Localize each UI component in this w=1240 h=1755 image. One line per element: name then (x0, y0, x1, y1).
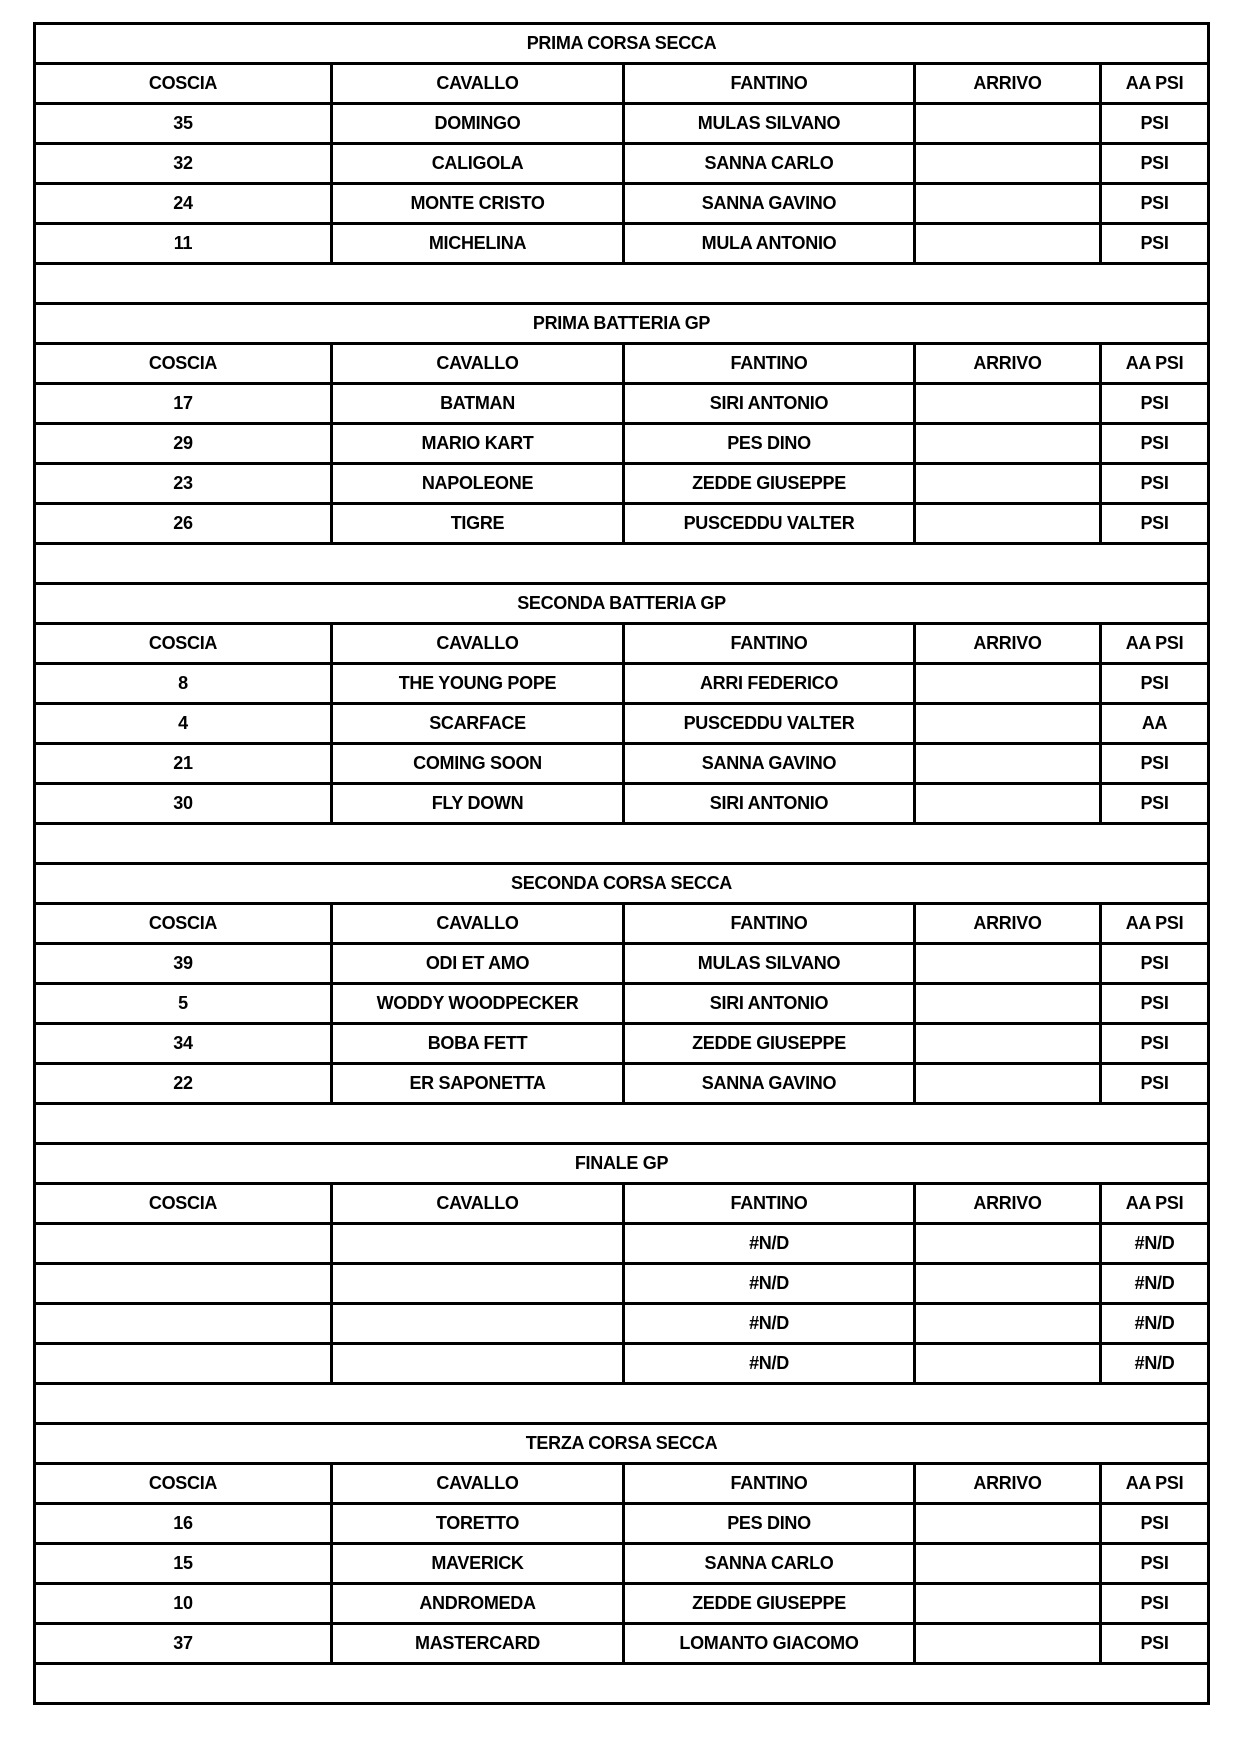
column-header-cavallo: CAVALLO (332, 64, 624, 104)
cell-fantino: SIRI ANTONIO (624, 784, 915, 824)
column-header-row (35, 624, 1209, 664)
cell-arrivo (915, 1544, 1101, 1584)
cell-cavallo: TORETTO (332, 1504, 624, 1544)
cell-arrivo (915, 504, 1101, 544)
cell-coscia (35, 1304, 332, 1344)
column-header-coscia: COSCIA (35, 904, 332, 944)
cell-arrivo (915, 984, 1101, 1024)
cell-aapsi: PSI (1101, 984, 1209, 1024)
column-header-fantino: FANTINO (624, 1464, 915, 1504)
section-separator (35, 824, 1209, 864)
cell-arrivo (915, 1624, 1101, 1664)
cell-coscia: 21 (35, 744, 332, 784)
section-title-row (35, 1144, 1209, 1184)
column-header-row (35, 1184, 1209, 1224)
column-header-row (35, 904, 1209, 944)
cell-aapsi: PSI (1101, 1624, 1209, 1664)
cell-fantino: LOMANTO GIACOMO (624, 1624, 915, 1664)
cell-cavallo: MARIO KART (332, 424, 624, 464)
cell-fantino: SANNA GAVINO (624, 744, 915, 784)
cell-cavallo: ANDROMEDA (332, 1584, 624, 1624)
cell-fantino: MULAS SILVANO (624, 104, 915, 144)
cell-cavallo: THE YOUNG POPE (332, 664, 624, 704)
section-separator-row (35, 1104, 1209, 1144)
cell-fantino: PUSCEDDU VALTER (624, 704, 915, 744)
cell-arrivo (915, 944, 1101, 984)
cell-fantino: PES DINO (624, 424, 915, 464)
table-row (35, 1224, 1209, 1264)
table-row (35, 1544, 1209, 1584)
cell-fantino: PUSCEDDU VALTER (624, 504, 915, 544)
table-row (35, 1584, 1209, 1624)
cell-coscia: 26 (35, 504, 332, 544)
table-row (35, 1344, 1209, 1384)
section-separator (35, 1104, 1209, 1144)
cell-aapsi: #N/D (1101, 1344, 1209, 1384)
section-title: TERZA CORSA SECCA (35, 1424, 1209, 1464)
cell-fantino: ZEDDE GIUSEPPE (624, 1024, 915, 1064)
section-title: PRIMA CORSA SECCA (35, 24, 1209, 64)
cell-cavallo: FLY DOWN (332, 784, 624, 824)
cell-cavallo: ER SAPONETTA (332, 1064, 624, 1104)
cell-fantino: MULAS SILVANO (624, 944, 915, 984)
cell-arrivo (915, 664, 1101, 704)
cell-aapsi: PSI (1101, 1584, 1209, 1624)
cell-aapsi: PSI (1101, 144, 1209, 184)
cell-arrivo (915, 784, 1101, 824)
cell-arrivo (915, 1584, 1101, 1624)
cell-cavallo: DOMINGO (332, 104, 624, 144)
table-row (35, 784, 1209, 824)
cell-aapsi: PSI (1101, 1504, 1209, 1544)
cell-coscia: 37 (35, 1624, 332, 1664)
cell-fantino: MULA ANTONIO (624, 224, 915, 264)
cell-aapsi: PSI (1101, 944, 1209, 984)
cell-coscia: 39 (35, 944, 332, 984)
cell-aapsi: #N/D (1101, 1304, 1209, 1344)
cell-cavallo: MASTERCARD (332, 1624, 624, 1664)
cell-cavallo: TIGRE (332, 504, 624, 544)
table-row (35, 664, 1209, 704)
column-header-arrivo: ARRIVO (915, 344, 1101, 384)
table-row (35, 184, 1209, 224)
column-header-coscia: COSCIA (35, 1184, 332, 1224)
cell-arrivo (915, 384, 1101, 424)
section-title-row (35, 864, 1209, 904)
cell-coscia (35, 1224, 332, 1264)
cell-arrivo (915, 464, 1101, 504)
cell-coscia: 4 (35, 704, 332, 744)
cell-arrivo (915, 744, 1101, 784)
column-header-arrivo: ARRIVO (915, 1184, 1101, 1224)
cell-coscia: 30 (35, 784, 332, 824)
table-row (35, 384, 1209, 424)
cell-coscia: 5 (35, 984, 332, 1024)
cell-cavallo: CALIGOLA (332, 144, 624, 184)
section-separator (35, 264, 1209, 304)
cell-arrivo (915, 704, 1101, 744)
column-header-cavallo: CAVALLO (332, 904, 624, 944)
column-header-arrivo: ARRIVO (915, 624, 1101, 664)
cell-arrivo (915, 104, 1101, 144)
table-row (35, 984, 1209, 1024)
section-separator-row (35, 264, 1209, 304)
cell-arrivo (915, 184, 1101, 224)
cell-cavallo: MONTE CRISTO (332, 184, 624, 224)
table-row (35, 104, 1209, 144)
cell-arrivo (915, 1504, 1101, 1544)
column-header-fantino: FANTINO (624, 344, 915, 384)
cell-cavallo: MICHELINA (332, 224, 624, 264)
cell-aapsi: PSI (1101, 504, 1209, 544)
column-header-arrivo: ARRIVO (915, 64, 1101, 104)
column-header-row (35, 1464, 1209, 1504)
section-separator (35, 1384, 1209, 1424)
cell-aapsi: PSI (1101, 784, 1209, 824)
cell-arrivo (915, 1264, 1101, 1304)
column-header-aapsi: AA PSI (1101, 624, 1209, 664)
column-header-fantino: FANTINO (624, 1184, 915, 1224)
cell-coscia: 10 (35, 1584, 332, 1624)
section-separator-row (35, 544, 1209, 584)
cell-fantino: #N/D (624, 1344, 915, 1384)
column-header-arrivo: ARRIVO (915, 904, 1101, 944)
section-separator-row (35, 1664, 1209, 1704)
cell-fantino: ZEDDE GIUSEPPE (624, 1584, 915, 1624)
cell-aapsi: PSI (1101, 384, 1209, 424)
cell-arrivo (915, 1064, 1101, 1104)
table-row (35, 1064, 1209, 1104)
column-header-aapsi: AA PSI (1101, 344, 1209, 384)
cell-fantino: #N/D (624, 1224, 915, 1264)
cell-aapsi: PSI (1101, 1064, 1209, 1104)
cell-coscia: 11 (35, 224, 332, 264)
cell-cavallo: WODDY WOODPECKER (332, 984, 624, 1024)
cell-arrivo (915, 144, 1101, 184)
section-separator (35, 1664, 1209, 1704)
column-header-coscia: COSCIA (35, 344, 332, 384)
table-row (35, 1024, 1209, 1064)
column-header-coscia: COSCIA (35, 64, 332, 104)
column-header-row (35, 344, 1209, 384)
cell-aapsi: PSI (1101, 1544, 1209, 1584)
section-title-row (35, 584, 1209, 624)
column-header-aapsi: AA PSI (1101, 904, 1209, 944)
cell-cavallo (332, 1344, 624, 1384)
table-row (35, 224, 1209, 264)
cell-fantino: SIRI ANTONIO (624, 384, 915, 424)
cell-cavallo: BATMAN (332, 384, 624, 424)
table-row (35, 1304, 1209, 1344)
cell-coscia (35, 1264, 332, 1304)
column-header-fantino: FANTINO (624, 64, 915, 104)
cell-coscia: 29 (35, 424, 332, 464)
table-row (35, 1264, 1209, 1304)
cell-coscia: 23 (35, 464, 332, 504)
race-results-table (33, 22, 1210, 1705)
column-header-aapsi: AA PSI (1101, 64, 1209, 104)
section-title: SECONDA BATTERIA GP (35, 584, 1209, 624)
table-row (35, 1624, 1209, 1664)
cell-coscia: 16 (35, 1504, 332, 1544)
column-header-cavallo: CAVALLO (332, 1464, 624, 1504)
cell-aapsi: AA (1101, 704, 1209, 744)
cell-cavallo: COMING SOON (332, 744, 624, 784)
cell-fantino: #N/D (624, 1304, 915, 1344)
cell-coscia: 32 (35, 144, 332, 184)
table-row (35, 744, 1209, 784)
cell-aapsi: #N/D (1101, 1264, 1209, 1304)
cell-aapsi: PSI (1101, 184, 1209, 224)
cell-aapsi: PSI (1101, 424, 1209, 464)
column-header-coscia: COSCIA (35, 1464, 332, 1504)
cell-arrivo (915, 1304, 1101, 1344)
cell-cavallo: SCARFACE (332, 704, 624, 744)
cell-fantino: SANNA CARLO (624, 144, 915, 184)
section-title: SECONDA CORSA SECCA (35, 864, 1209, 904)
column-header-aapsi: AA PSI (1101, 1464, 1209, 1504)
cell-aapsi: #N/D (1101, 1224, 1209, 1264)
table-row (35, 504, 1209, 544)
cell-cavallo: NAPOLEONE (332, 464, 624, 504)
section-title-row (35, 1424, 1209, 1464)
section-separator (35, 544, 1209, 584)
cell-arrivo (915, 1344, 1101, 1384)
cell-fantino: ARRI FEDERICO (624, 664, 915, 704)
cell-fantino: SIRI ANTONIO (624, 984, 915, 1024)
column-header-aapsi: AA PSI (1101, 1184, 1209, 1224)
cell-arrivo (915, 1224, 1101, 1264)
cell-coscia: 24 (35, 184, 332, 224)
table-row (35, 704, 1209, 744)
cell-arrivo (915, 1024, 1101, 1064)
cell-coscia: 8 (35, 664, 332, 704)
section-title: FINALE GP (35, 1144, 1209, 1184)
table-row (35, 144, 1209, 184)
cell-coscia: 34 (35, 1024, 332, 1064)
table-row (35, 424, 1209, 464)
cell-coscia: 17 (35, 384, 332, 424)
cell-fantino: #N/D (624, 1264, 915, 1304)
column-header-arrivo: ARRIVO (915, 1464, 1101, 1504)
cell-fantino: SANNA CARLO (624, 1544, 915, 1584)
cell-coscia: 35 (35, 104, 332, 144)
table-row (35, 944, 1209, 984)
column-header-cavallo: CAVALLO (332, 624, 624, 664)
table-row (35, 1504, 1209, 1544)
section-title: PRIMA BATTERIA GP (35, 304, 1209, 344)
cell-aapsi: PSI (1101, 664, 1209, 704)
cell-coscia: 22 (35, 1064, 332, 1104)
column-header-coscia: COSCIA (35, 624, 332, 664)
column-header-fantino: FANTINO (624, 904, 915, 944)
column-header-cavallo: CAVALLO (332, 1184, 624, 1224)
cell-fantino: SANNA GAVINO (624, 1064, 915, 1104)
column-header-row (35, 64, 1209, 104)
cell-cavallo (332, 1304, 624, 1344)
cell-aapsi: PSI (1101, 104, 1209, 144)
cell-cavallo (332, 1264, 624, 1304)
cell-cavallo: ODI ET AMO (332, 944, 624, 984)
cell-arrivo (915, 224, 1101, 264)
cell-coscia: 15 (35, 1544, 332, 1584)
section-separator-row (35, 824, 1209, 864)
column-header-fantino: FANTINO (624, 624, 915, 664)
cell-aapsi: PSI (1101, 224, 1209, 264)
cell-arrivo (915, 424, 1101, 464)
cell-cavallo (332, 1224, 624, 1264)
cell-fantino: PES DINO (624, 1504, 915, 1544)
cell-fantino: SANNA GAVINO (624, 184, 915, 224)
cell-aapsi: PSI (1101, 1024, 1209, 1064)
cell-cavallo: BOBA FETT (332, 1024, 624, 1064)
cell-coscia (35, 1344, 332, 1384)
column-header-cavallo: CAVALLO (332, 344, 624, 384)
section-separator-row (35, 1384, 1209, 1424)
table-row (35, 464, 1209, 504)
cell-aapsi: PSI (1101, 464, 1209, 504)
race-sheet (33, 22, 1210, 1705)
cell-fantino: ZEDDE GIUSEPPE (624, 464, 915, 504)
cell-cavallo: MAVERICK (332, 1544, 624, 1584)
section-title-row (35, 304, 1209, 344)
cell-aapsi: PSI (1101, 744, 1209, 784)
section-title-row (35, 24, 1209, 64)
